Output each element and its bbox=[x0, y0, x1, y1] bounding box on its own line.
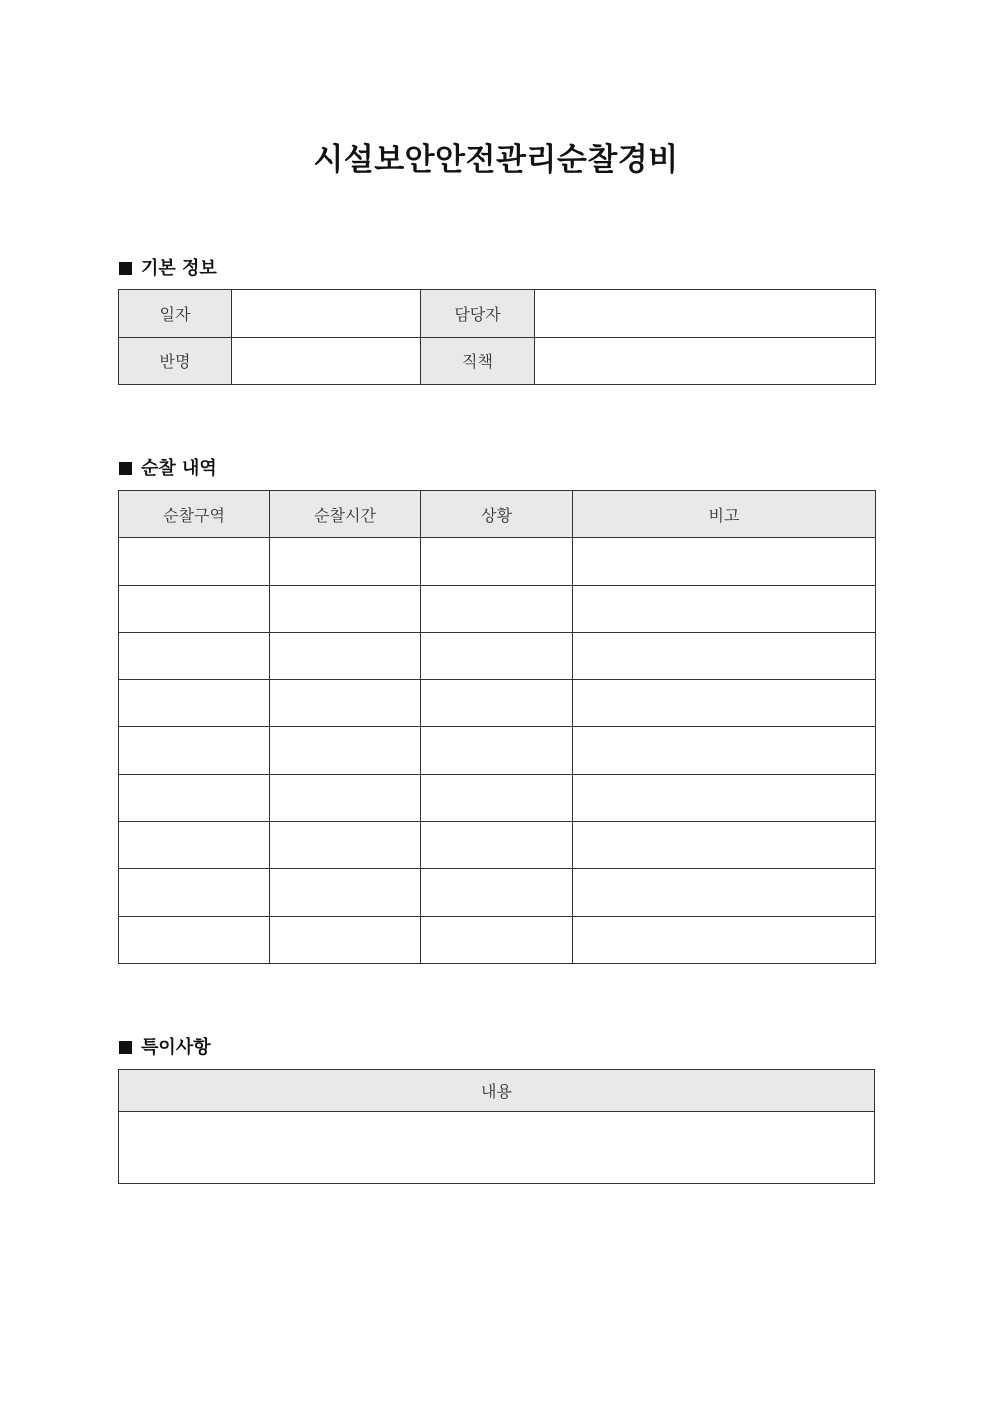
status-cell[interactable] bbox=[421, 822, 573, 869]
position-label: 직책 bbox=[421, 337, 535, 385]
table-header-row bbox=[119, 1070, 875, 1112]
status-cell[interactable] bbox=[421, 774, 573, 821]
column-header-patrol-time: 순찰시간 bbox=[270, 491, 421, 538]
patrol-area-cell[interactable] bbox=[119, 538, 270, 585]
section-heading-label: 특이사항 bbox=[141, 1037, 211, 1058]
section-heading-patrol-log bbox=[119, 454, 217, 480]
patrol-area-cell[interactable] bbox=[119, 822, 270, 869]
patrol-time-cell[interactable] bbox=[270, 916, 421, 963]
team-field[interactable] bbox=[232, 337, 421, 385]
notes-cell[interactable] bbox=[573, 822, 876, 869]
notes-cell[interactable] bbox=[573, 680, 876, 727]
section-heading-label: 순찰 내역 bbox=[141, 458, 217, 479]
status-cell[interactable] bbox=[421, 632, 573, 679]
status-cell[interactable] bbox=[421, 680, 573, 727]
column-header-content: 내용 bbox=[119, 1070, 875, 1112]
patrol-time-cell[interactable] bbox=[270, 774, 421, 821]
patrol-area-cell[interactable] bbox=[119, 727, 270, 774]
patrol-time-cell[interactable] bbox=[270, 585, 421, 632]
section-heading-remarks bbox=[119, 1033, 211, 1059]
table-row bbox=[119, 822, 876, 869]
column-header-status: 상황 bbox=[421, 491, 573, 538]
patrol-time-cell[interactable] bbox=[270, 680, 421, 727]
table-row bbox=[119, 632, 876, 679]
patrol-area-cell[interactable] bbox=[119, 916, 270, 963]
status-cell[interactable] bbox=[421, 538, 573, 585]
section-heading-label: 기본 정보 bbox=[141, 258, 217, 279]
manager-field[interactable] bbox=[535, 290, 876, 338]
notes-cell[interactable] bbox=[573, 869, 876, 916]
patrol-time-cell[interactable] bbox=[270, 538, 421, 585]
table-row bbox=[119, 774, 876, 821]
patrol-area-cell[interactable] bbox=[119, 869, 270, 916]
date-label: 일자 bbox=[119, 290, 232, 338]
table-row bbox=[119, 869, 876, 916]
section-heading-basic-info bbox=[119, 254, 217, 280]
manager-label: 담당자 bbox=[421, 290, 535, 338]
patrol-time-cell[interactable] bbox=[270, 822, 421, 869]
basic-info-table bbox=[118, 289, 876, 385]
table-row bbox=[119, 538, 876, 585]
square-bullet-icon bbox=[119, 462, 132, 475]
notes-cell[interactable] bbox=[573, 916, 876, 963]
notes-cell[interactable] bbox=[573, 774, 876, 821]
patrol-area-cell[interactable] bbox=[119, 680, 270, 727]
notes-cell[interactable] bbox=[573, 538, 876, 585]
patrol-time-cell[interactable] bbox=[270, 869, 421, 916]
table-row bbox=[119, 585, 876, 632]
date-field[interactable] bbox=[232, 290, 421, 338]
status-cell[interactable] bbox=[421, 869, 573, 916]
status-cell[interactable] bbox=[421, 727, 573, 774]
table-row bbox=[119, 290, 876, 338]
column-header-patrol-area: 순찰구역 bbox=[119, 491, 270, 538]
patrol-area-cell[interactable] bbox=[119, 632, 270, 679]
table-row bbox=[119, 680, 876, 727]
patrol-area-cell[interactable] bbox=[119, 585, 270, 632]
table-row bbox=[119, 727, 876, 774]
patrol-time-cell[interactable] bbox=[270, 632, 421, 679]
status-cell[interactable] bbox=[421, 585, 573, 632]
patrol-area-cell[interactable] bbox=[119, 774, 270, 821]
notes-cell[interactable] bbox=[573, 585, 876, 632]
team-label: 반명 bbox=[119, 337, 232, 385]
table-row bbox=[119, 916, 876, 963]
remarks-content-field[interactable] bbox=[119, 1112, 875, 1184]
table-row bbox=[119, 1112, 875, 1184]
patrol-log-table bbox=[118, 490, 876, 964]
page-title: 시설보안안전관리순찰경비 bbox=[313, 142, 679, 178]
notes-cell[interactable] bbox=[573, 632, 876, 679]
notes-cell[interactable] bbox=[573, 727, 876, 774]
table-header-row bbox=[119, 491, 876, 538]
table-row bbox=[119, 337, 876, 385]
status-cell[interactable] bbox=[421, 916, 573, 963]
column-header-notes: 비고 bbox=[573, 491, 876, 538]
remarks-table bbox=[118, 1069, 875, 1184]
square-bullet-icon bbox=[119, 262, 132, 275]
position-field[interactable] bbox=[535, 337, 876, 385]
square-bullet-icon bbox=[119, 1041, 132, 1054]
patrol-time-cell[interactable] bbox=[270, 727, 421, 774]
